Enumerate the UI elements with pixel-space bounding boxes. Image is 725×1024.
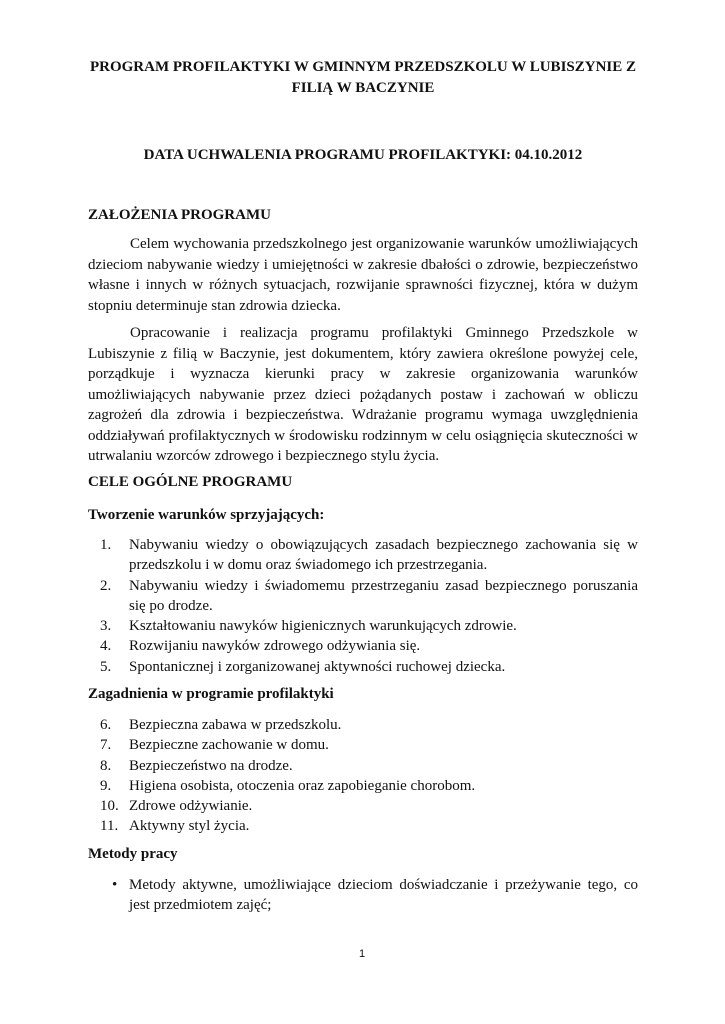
list-text: Rozwijaniu nawyków zdrowego odżywiania się. [129,638,421,655]
list-text: Spontanicznej i zorganizowanej aktywności ruchowej dziecka. [129,658,506,675]
assumptions-heading: ZAŁOŻENIA PROGRAMU [88,207,271,223]
list-text: Bezpieczeństwo na drodze. [129,757,293,774]
list-item [100,816,638,836]
list-number: 6. [100,717,112,733]
list-item [100,616,638,636]
list-number: 2. [100,577,112,594]
list-item [100,796,638,816]
list-number: 4. [100,638,112,655]
assumptions-paragraph-2: Opracowanie i realizacja programu profilaktyki Gminnego Przedszkole w Lubiszynie z filią w Baczynie, jest dokumentem, który zawiera określone powyżej cele, porządkuje i wyznacza kierunki pracy w zakresie organizowania warunków umożliwiających nabywanie przez dzieci pożądanych postaw i zachowań w obliczu zagrożeń dla zdrowia i bezpieczeństwa. Wdrażanie programu wymaga uwzględnienia oddziaływań profilaktycznych w środowisku rodzinnym w celu osiągnięcia skuteczności w utrwalaniu wzorców zdrowego i bezpiecznego stylu życia. [88,325,638,464]
list-text: Higiena osobista, otoczenia oraz zapobieganie chorobom. [129,777,476,794]
list-item [100,735,638,755]
list-number: 10. [100,798,119,815]
methods-list [100,875,638,916]
list-text: Kształtowaniu nawyków higienicznych warunkujących zdrowie. [129,618,517,635]
adoption-date: DATA UCHWALENIA PROGRAMU PROFILAKTYKI: 04.10.2012 [143,147,583,163]
list-text: Aktywny styl życia. [129,818,250,835]
topics-list [100,715,638,837]
assumptions-paragraph-1: Celem wychowania przedszkolnego jest organizowanie warunków umożliwiających dzieciom nabywanie wiedzy i umiejętności w zakresie dbałości o zdrowie, bezpieczeństwo własne i innych w różnych sytuacjach, rozwijanie sprawności fizycznej, która w dużym stopniu determinuje stan zdrowia dziecka. [88,236,638,314]
list-text: Nabywaniu wiedzy o obowiązujących zasadach bezpiecznego zachowania się w przedszkolu i w domu oraz świadomego ich przestrzegania. [129,537,638,574]
list-item [100,756,638,776]
list-item [100,776,638,796]
list-number: 3. [100,618,112,635]
list-text: Bezpieczna zabawa w przedszkolu. [129,717,342,733]
list-text: Zdrowe odżywianie. [129,798,253,815]
list-number: 7. [100,737,112,754]
goals-subheading: Tworzenie warunków sprzyjających: [88,507,325,523]
list-number: 9. [100,777,112,794]
page-number: 1 [358,948,366,960]
list-item [100,657,638,677]
list-item [100,875,638,916]
list-item [100,636,638,656]
list-text: Bezpieczne zachowanie w domu. [129,737,329,754]
list-item [100,535,638,576]
list-text: Nabywaniu wiedzy i świadomemu przestrzeganiu zasad bezpiecznego poruszania się po drodze. [129,577,638,614]
list-number: 11. [100,818,119,835]
list-number: 1. [100,537,112,553]
list-item [100,715,638,735]
bullet-icon: • [112,877,118,893]
topics-heading: Zagadnienia w programie profilaktyki [88,686,334,702]
list-text: Metody aktywne, umożliwiające dzieciom doświadczanie i przeżywanie tego, co jest przedmiotem zajęć; [129,877,638,914]
document-title: PROGRAM PROFILAKTYKI W GMINNYM PRZEDSZKOLU W LUBISZYNIE Z FILIĄ W BACZYNIE [89,59,637,96]
list-item [100,576,638,617]
goals-list [100,535,638,677]
list-number: 5. [100,658,112,675]
list-number: 8. [100,757,112,774]
methods-heading: Metody pracy [88,846,178,862]
goals-heading: CELE OGÓLNE PROGRAMU [88,474,293,490]
